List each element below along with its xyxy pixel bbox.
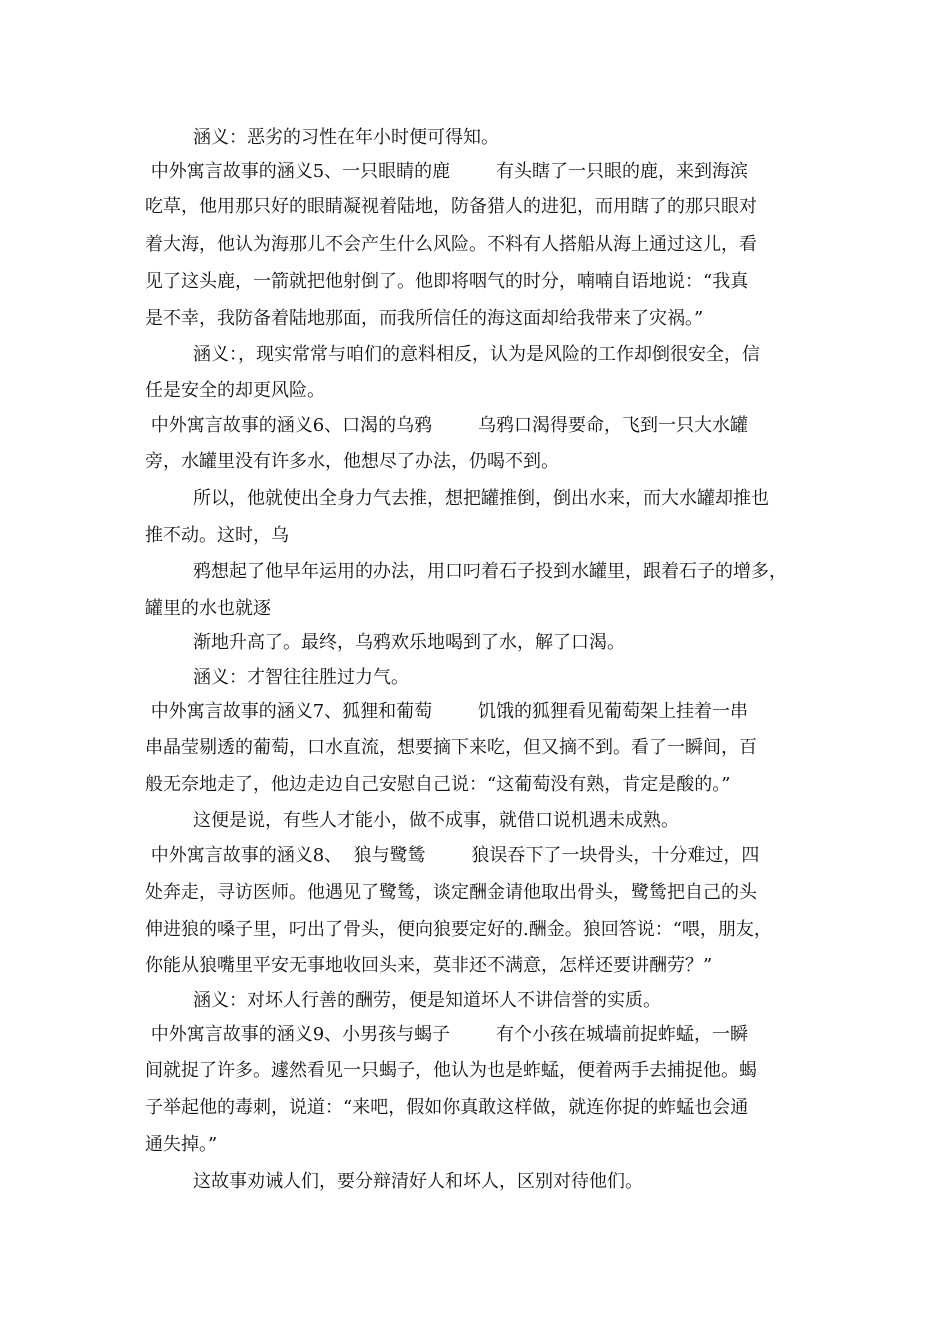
text-line: 伸进狼的嗓子里，叼出了骨头，便向狼要定好的.酬金。狼回答说：“喂，朋友， bbox=[145, 919, 772, 940]
text-line: 着大海，他认为海那儿不会产生什么风险。不料有人搭船从海上通过这儿，看 bbox=[145, 234, 757, 255]
text-line: 涵义：才智往往胜过力气。 bbox=[193, 667, 409, 688]
text-line: 鸦想起了他早年运用的办法，用口叼着石子投到水罐里，跟着石子的增多， bbox=[193, 561, 787, 582]
text-line: 中外寓言故事的涵义6、口渴的乌鸦 乌鸦口渴得要命，飞到一只大水罐 bbox=[145, 415, 748, 436]
text-line: 渐地升高了。最终，乌鸦欢乐地喝到了水，解了口渴。 bbox=[193, 632, 625, 653]
text-line: 串晶莹剔透的葡萄，口水直流，想要摘下来吃，但又摘不到。看了一瞬间，百 bbox=[145, 737, 757, 758]
text-line: 见了这头鹿，一箭就把他射倒了。他即将咽气的时分，喃喃自语地说：“我真 bbox=[145, 271, 749, 292]
text-line: 中外寓言故事的涵义7、狐狸和葡萄 饥饿的狐狸看见葡萄架上挂着一串 bbox=[145, 701, 748, 722]
text-line: 涵义：对坏人行善的酬劳，便是知道坏人不讲信誉的实质。 bbox=[193, 990, 661, 1011]
text-line: 通失掉。” bbox=[145, 1134, 218, 1155]
text-line: 涵义：恶劣的习性在年小时便可得知。 bbox=[193, 127, 499, 148]
text-line: 涵义：，现实常常与咱们的意料相反，认为是风险的工作却倒很安全，信 bbox=[193, 344, 760, 365]
text-line: 你能从狼嘴里平安无事地收回头来，莫非还不满意，怎样还要讲酬劳？” bbox=[145, 955, 713, 976]
text-line: 这故事劝诫人们，要分辩清好人和坏人，区别对待他们。 bbox=[193, 1171, 643, 1192]
text-line: 罐里的水也就逐 bbox=[145, 598, 271, 619]
text-line: 中外寓言故事的涵义5、一只眼睛的鹿 有头瞎了一只眼的鹿，来到海滨 bbox=[145, 161, 748, 182]
text-line: 所以，他就使出全身力气去推，想把罐推倒，倒出水来，而大水罐却推也 bbox=[193, 488, 769, 509]
text-line: 推不动。这时，乌 bbox=[145, 525, 289, 546]
text-line: 中外寓言故事的涵义8、 狼与鹭鸶 狼误吞下了一块骨头，十分难过，四 bbox=[145, 845, 760, 866]
text-line: 任是安全的却更风险。 bbox=[145, 380, 325, 401]
text-line: 这便是说，有些人才能小，做不成事，就借口说机遇未成熟。 bbox=[193, 810, 679, 831]
text-line: 吃草，他用那只好的眼睛凝视着陆地，防备猎人的进犯，而用瞎了的那只眼对 bbox=[145, 196, 757, 217]
text-line: 子举起他的毒刺，说道：“来吧，假如你真敢这样做，就连你捉的蚱蜢也会通 bbox=[145, 1097, 749, 1118]
text-line: 间就捉了许多。遽然看见一只蝎子，他认为也是蚱蜢，便着两手去捕捉他。蝎 bbox=[145, 1060, 757, 1081]
text-line: 是不幸，我防备着陆地那面，而我所信任的海这面却给我带来了灾祸。” bbox=[145, 308, 704, 329]
text-line: 般无奈地走了，他边走边自己安慰自己说：“这葡萄没有熟，肯定是酸的。” bbox=[145, 774, 731, 795]
text-line: 处奔走，寻访医师。他遇见了鹭鸶，谈定酬金请他取出骨头，鹭鸶把自己的头 bbox=[145, 882, 757, 903]
text-line: 旁，水罐里没有许多水，他想尽了办法，仍喝不到。 bbox=[145, 451, 559, 472]
text-line: 中外寓言故事的涵义9、小男孩与蝎子 有个小孩在城墙前捉蚱蜢，一瞬 bbox=[145, 1024, 748, 1045]
